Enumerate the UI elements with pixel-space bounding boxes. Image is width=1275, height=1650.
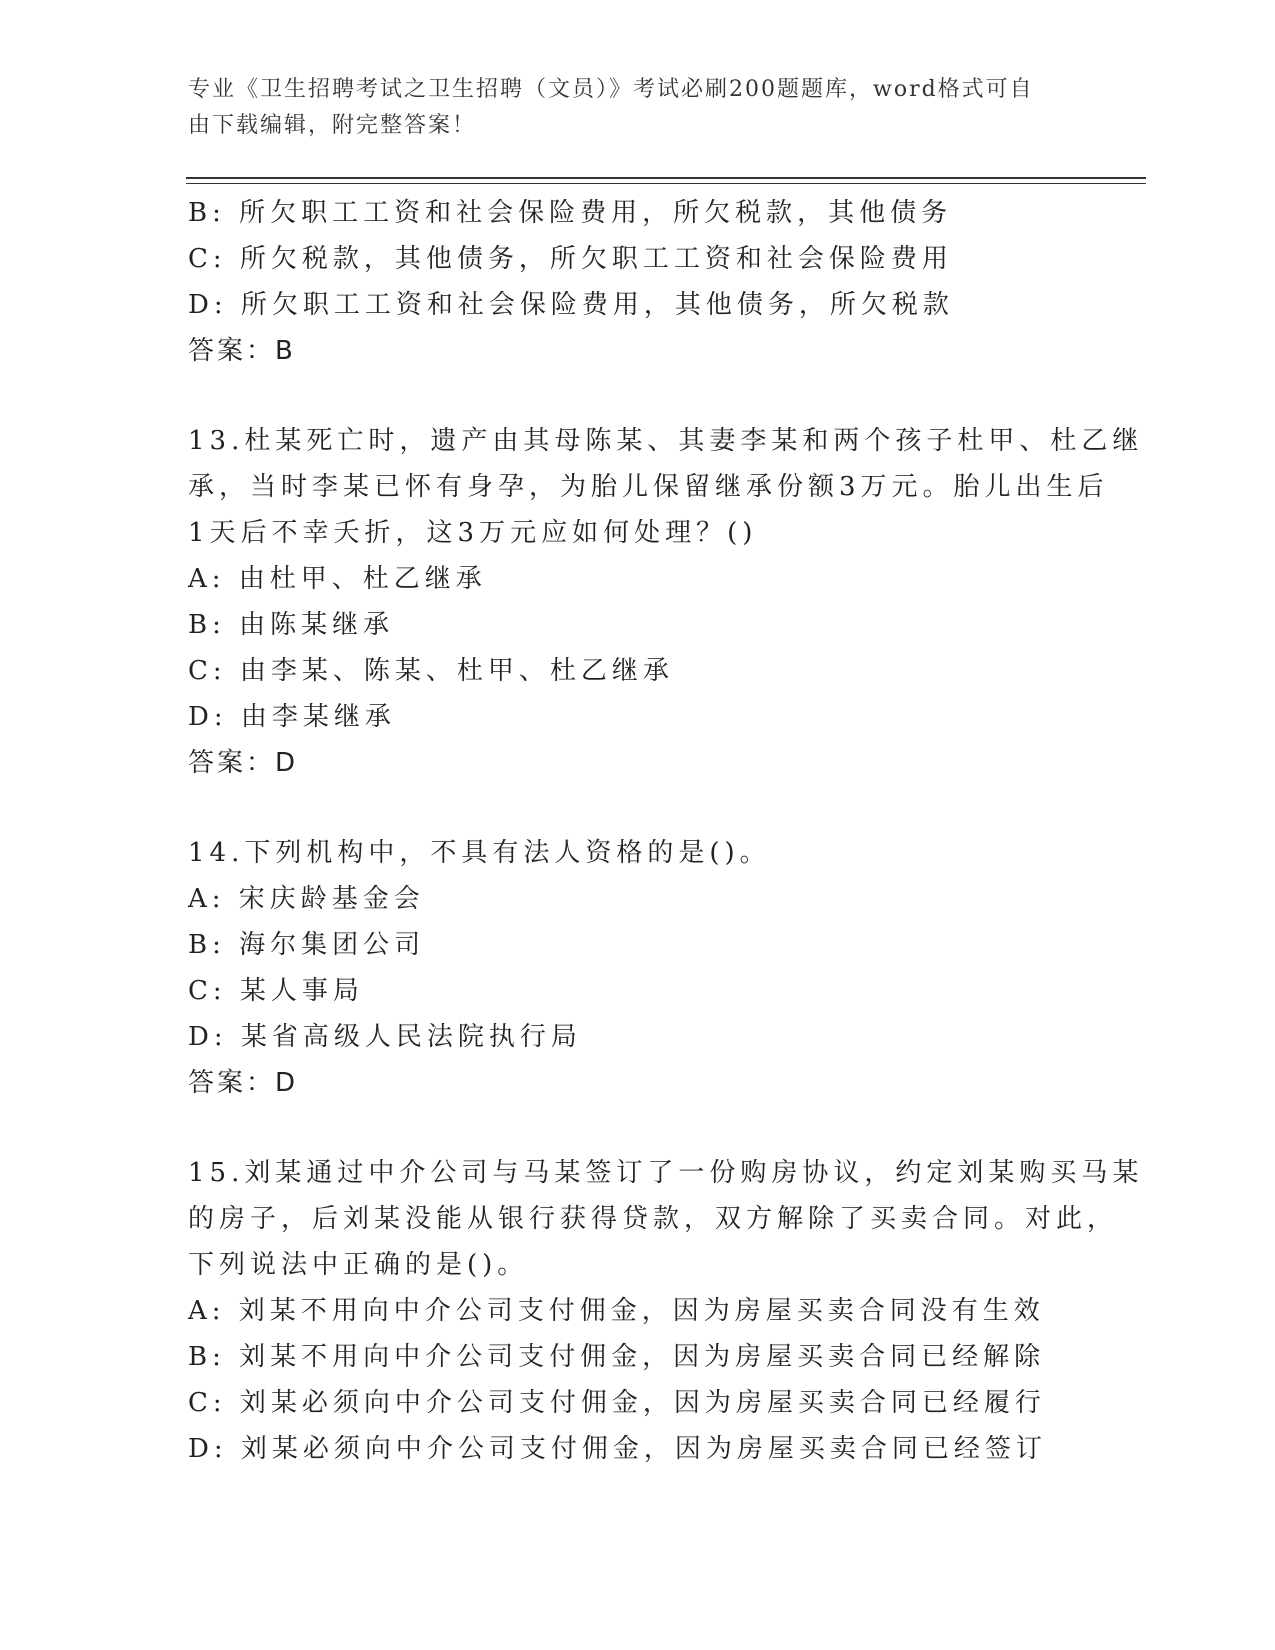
question-stem-line: 14.下列机构中，不具有法人资格的是()。	[188, 838, 771, 868]
option-d: D: 所欠职工工资和社会保险费用，其他债务，所欠税款	[188, 290, 954, 320]
question-content	[188, 190, 1144, 1472]
option-b: B: 由陈某继承	[188, 610, 395, 640]
option-a: A: 刘某不用向中介公司支付佣金，因为房屋买卖合同没有生效	[188, 1296, 1045, 1326]
question-stem-line: 的房子，后刘某没能从银行获得贷款，双方解除了买卖合同。对此，	[188, 1204, 1119, 1234]
spacer	[188, 786, 1088, 830]
answer-line: 答案：B	[188, 336, 296, 366]
spacer	[188, 1106, 1088, 1150]
header-line-2: 由下载编辑，附完整答案！	[188, 113, 477, 138]
answer-line: 答案：D	[188, 1068, 299, 1098]
option-d: D: 由李某继承	[188, 702, 396, 732]
option-c: C: 刘某必须向中介公司支付佣金，因为房屋买卖合同已经履行	[188, 1388, 1046, 1418]
option-a: A: 由杜甲、杜乙继承	[188, 564, 487, 594]
question-13	[188, 418, 1144, 786]
question-stem-line: 1天后不幸夭折，这3万元应如何处理？()	[188, 518, 758, 548]
question-14	[188, 830, 1088, 1106]
option-b: B: 刘某不用向中介公司支付佣金，因为房屋买卖合同已经解除	[188, 1342, 1046, 1372]
option-c: C: 所欠税款，其他债务，所欠职工工资和社会保险费用	[188, 244, 953, 274]
option-c: C: 某人事局	[188, 976, 364, 1006]
option-b: B: 所欠职工工资和社会保险费用，所欠税款，其他债务	[188, 198, 953, 228]
previous-question-tail	[188, 190, 1088, 374]
question-stem-line: 15.刘某通过中介公司与马某签订了一份购房协议，约定刘某购买马某	[188, 1158, 1144, 1188]
question-stem-line: 13.杜某死亡时，遗产由其母陈某、其妻李某和两个孩子杜甲、杜乙继	[188, 426, 1144, 456]
page-header	[188, 72, 1088, 144]
spacer	[188, 374, 1088, 418]
header-line-1: 专业《卫生招聘考试之卫生招聘（文员）》考试必刷200题题库，word格式可自	[188, 77, 1034, 102]
option-b: B: 海尔集团公司	[188, 930, 426, 960]
option-d: D: 刘某必须向中介公司支付佣金，因为房屋买卖合同已经签订	[188, 1434, 1047, 1464]
option-a: A: 宋庆龄基金会	[188, 884, 425, 914]
question-stem-line: 承，当时李某已怀有身孕，为胎儿保留继承份额3万元。胎儿出生后	[188, 472, 1109, 502]
answer-line: 答案：D	[188, 748, 299, 778]
question-15	[188, 1150, 1144, 1472]
question-stem-line: 下列说法中正确的是()。	[188, 1250, 529, 1280]
header-rule-thin	[186, 183, 1146, 184]
option-d: D: 某省高级人民法院执行局	[188, 1022, 582, 1052]
option-c: C: 由李某、陈某、杜甲、杜乙继承	[188, 656, 674, 686]
header-rule-thick	[186, 177, 1146, 179]
